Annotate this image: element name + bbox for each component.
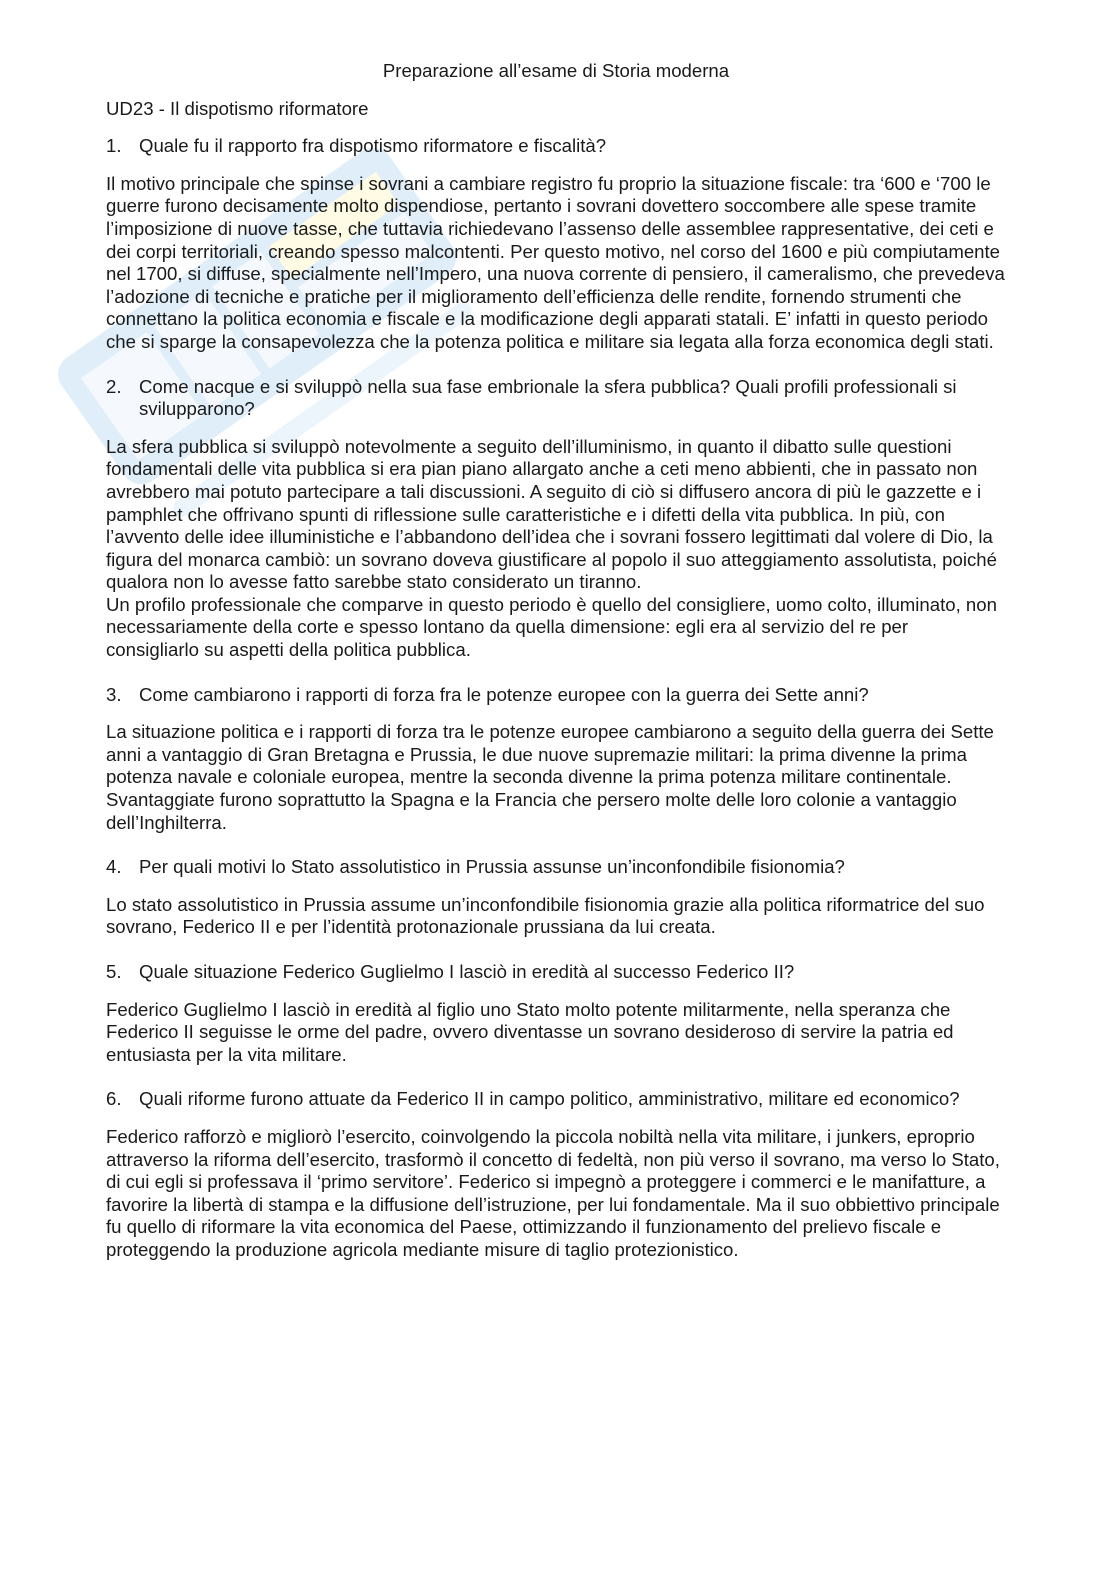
answer-paragraph: Federico rafforzò e migliorò l’esercito, coinvolgendo la piccola nobiltà nella vita militare, i junkers, eproprio attraverso la riforma dell’esercito, trasformò il concetto di fedeltà, non più verso il sovrano, ma verso lo Stato, di cui egli si professava il ‘primo servitore’. Federico si impegnò a proteggere i commerci e le manifatture, a favorire la libertà di stampa e la diffusione dell’istruzione, per lui fondamentale. Ma il suo obbiettivo principale fu quello di riformare la vita economica del Paese, ottimizzando il funzionamento del prelievo fiscale e proteggendo la produzione agricola mediante misure di taglio protezionistico. xyxy=(106,1125,1000,1260)
question-number: 1. xyxy=(106,135,122,157)
answer-paragraph: Il motivo principale che spinse i sovrani a cambiare registro fu proprio la situazione fiscale: tra ‘600 e ‘700 le guerre furono decisamente molto dispendiose, pertanto i sovrani dovettero soccombere alle spese tramite l’imposizione di nuove tasse, che tuttavia richiedevano l’assenso delle assemblee rappresentative, dei ceti e dei corpi territoriali, creando spesso malcontenti. Per questo motivo, nel corso del 1600 e più compiutamente nel 1700, si diffuse, specialmente nell’Impero, una nuova corrente di pensiero, il cameralismo, che prevedeva l’adozione di tecniche e pratiche per il miglioramento dell’efficienza delle rendite, fornendo strumenti che connettano la politica economia e fiscale e la modificazione degli apparati statali. E’ infatti in questo periodo che si sparge la consapevolezza che la potenza politica e militare sia legata alla forza economica degli stati. xyxy=(106,172,1005,352)
question-text: Come nacque e si sviluppò nella sua fase embrionale la sfera pubblica? Quali profili professionali si svilupparono? xyxy=(139,375,957,420)
answer-paragraph: Un profilo professionale che comparve in questo periodo è quello del consigliere, uomo colto, illuminato, non necessariamente della corte e spesso lontano da quella dimensione: egli era al servizio del re per consigliarlo su aspetti della politica pubblica. xyxy=(106,593,997,661)
question-3 xyxy=(106,684,1006,707)
answer-paragraph: Federico Guglielmo I lasciò in eredità al figlio uno Stato molto potente militarmente, nella speranza che Federico II seguisse le orme del padre, ovvero diventasse un sovrano desideroso di servire la patria ed entusiasta per la vita militare. xyxy=(106,998,954,1065)
question-text: Quali riforme furono attuate da Federico II in campo politico, amministrativo, militare ed economico? xyxy=(139,1088,960,1110)
question-number: 4. xyxy=(106,856,122,878)
question-text: Come cambiarono i rapporti di forza fra le potenze europee con la guerra dei Sette anni? xyxy=(139,683,869,705)
question-6 xyxy=(106,1088,1006,1111)
answer-paragraph: La situazione politica e i rapporti di forza tra le potenze europee cambiarono a seguito della guerra dei Sette anni a vantaggio di Gran Bretagna e Prussia, le due nuove supremazie militari: la prima divenne la prima potenza navale e coloniale europea, mentre la seconda divenne la prima potenza militare continentale. Svantaggiate furono soprattutto la Spagna e la Francia che persero molte delle loro colonie a vantaggio dell’Inghilterra. xyxy=(106,721,994,833)
unit-title: UD23 - Il dispotismo riformatore xyxy=(106,97,369,119)
answer-paragraph: La sfera pubblica si sviluppò notevolmente a seguito dell’illuminismo, in quanto il dibatto sulle questioni fondamentali delle vita pubblica si era pian piano allargato anche a ceti meno abbienti, che in passato non avrebbero mai potuto partecipare a tali discussioni. A seguito di ciò si diffusero ancora di più le gazzette e i pamphlet che offrivano spunti di riflessione sulle caratteristiche e i difetti della vita pubblica. In più, con l’avvento delle idee illuministiche e l’abbandono dell’idea che i sovrani fossero legittimati dal volere di Dio, la figura del monarca cambiò: un sovrano doveva giustificare al popolo il suo atteggiamento assolutista, poiché qualora non lo avesse fatto sarebbe stato considerato un tiranno. xyxy=(106,435,997,593)
question-text: Quale situazione Federico Guglielmo I lasciò in eredità al successo Federico II? xyxy=(139,961,795,982)
question-1 xyxy=(106,135,1006,158)
question-text: Quale fu il rapporto fra dispotismo riformatore e fiscalità? xyxy=(139,135,607,157)
question-text: Per quali motivi lo Stato assolutistico in Prussia assunse un’inconfondibile fisionomia? xyxy=(139,856,845,878)
question-2 xyxy=(106,376,1006,421)
document-title: Preparazione all’esame di Storia moderna xyxy=(382,60,730,81)
document-page xyxy=(106,60,1006,1284)
answer-paragraph: Lo stato assolutistico in Prussia assume un’inconfondibile fisionomia grazie alla politica riformatrice del suo sovrano, Federico II e per l’identità protonazionale prussiana da lui creata. xyxy=(106,893,985,938)
question-number: 5. xyxy=(106,961,122,982)
question-number: 3. xyxy=(106,683,122,705)
question-5 xyxy=(106,961,1006,984)
question-4 xyxy=(106,856,1006,879)
question-number: 6. xyxy=(106,1088,122,1110)
question-number: 2. xyxy=(106,375,122,397)
